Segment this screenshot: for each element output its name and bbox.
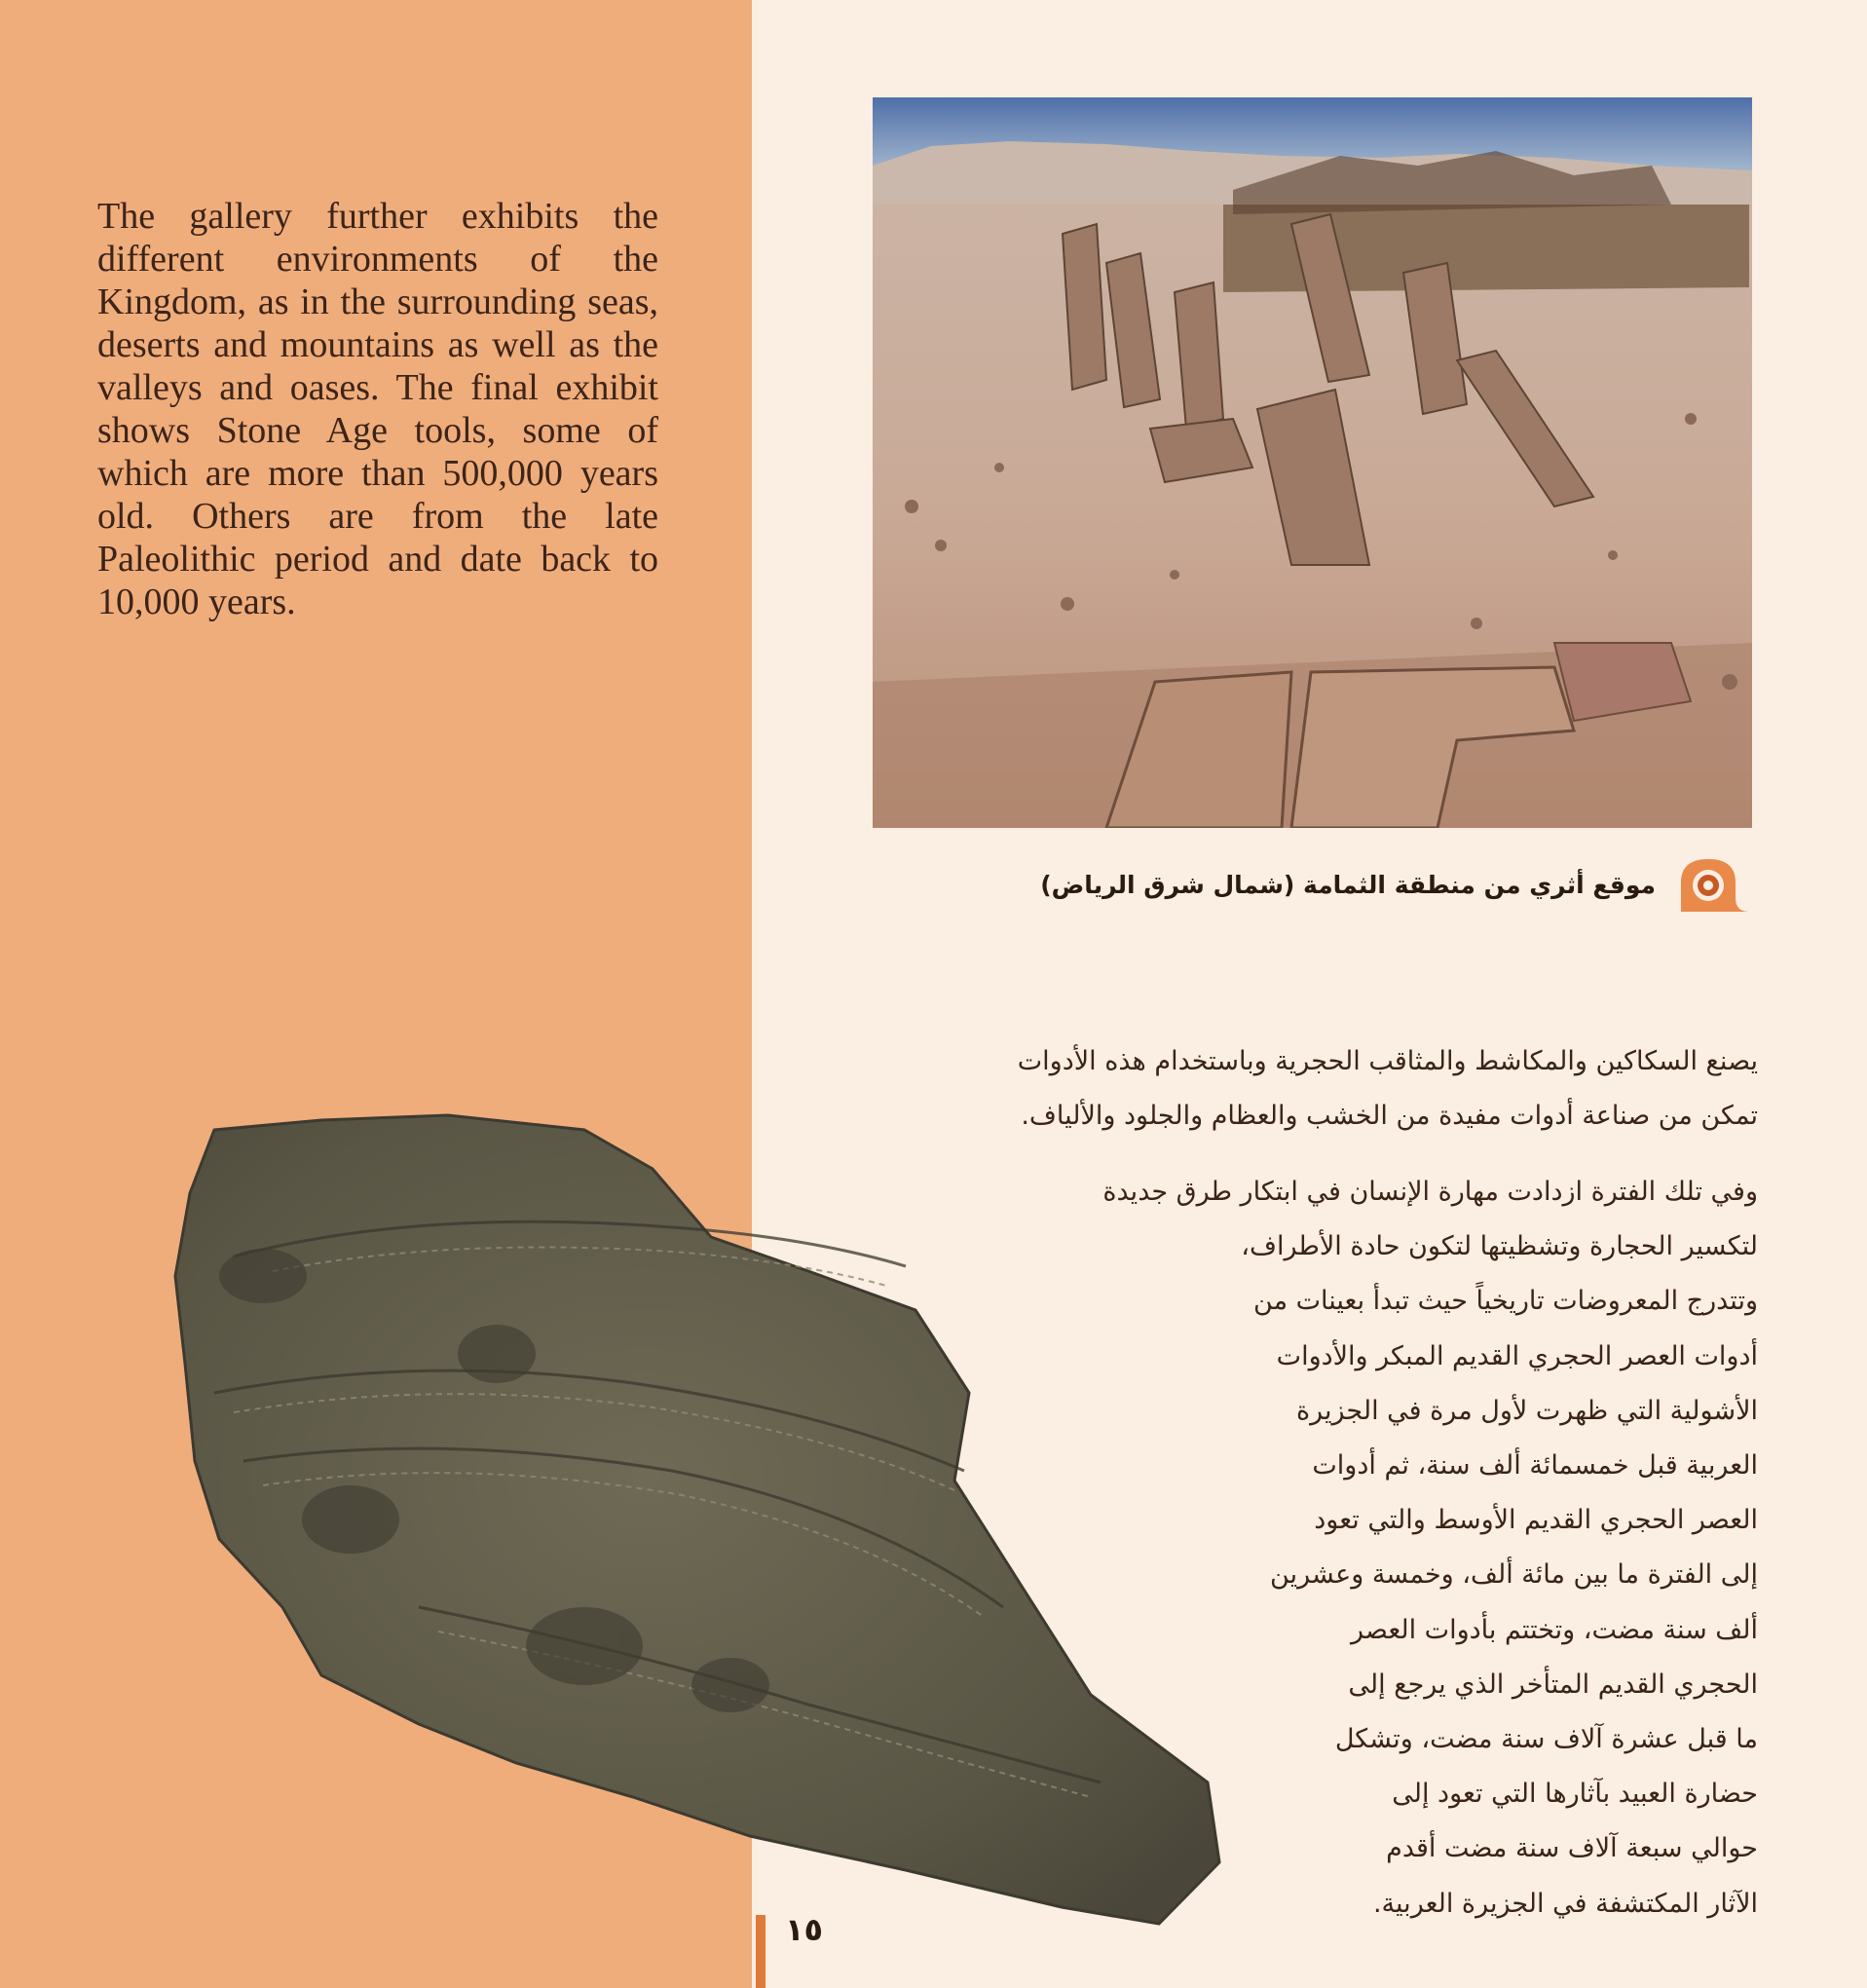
arabic-line: إلى الفترة ما بين مائة ألف، وخمسة وعشرين <box>1270 1559 1758 1591</box>
arabic-line: وفي تلك الفترة ازدادت مهارة الإنسان في ابتكار طرق جديدة <box>1102 1177 1758 1207</box>
page-number-accent-bar <box>756 1915 765 1988</box>
arabic-line: حوالي سبعة آلاف سنة مضت أقدم <box>1386 1833 1758 1864</box>
arabic-line: حضارة العبيد بآثارها التي تعود إلى <box>1392 1779 1758 1810</box>
arabic-line: الأشولية التي ظهرت لأول مرة في الجزيرة <box>1295 1395 1758 1426</box>
arabic-line: تمكن من صناعة أدوات مفيدة من الخشب والعظام والجلود والألياف. <box>1021 1101 1758 1131</box>
page-number: ١٥ <box>785 1911 824 1948</box>
arabic-line: الحجري القديم المتأخر الذي يرجع إلى <box>1348 1669 1758 1700</box>
arabic-line: لتكسير الحجارة وتشظيتها لتكون حادة الأطراف، <box>1241 1231 1758 1262</box>
arabic-line: العصر الحجري القديم الأوسط والتي تعود <box>1314 1505 1758 1536</box>
museum-emblem-icon <box>1675 855 1753 916</box>
arabic-line: الآثار المكتشفة في الجزيرة العربية. <box>1372 1888 1758 1919</box>
arabic-line: ألف سنة مضت، وتختتم بأدوات العصر <box>1351 1614 1758 1645</box>
arabic-line: أدوات العصر الحجري القديم المبكر والأدوات <box>1276 1340 1758 1371</box>
arabic-line: العربية قبل خمسمائة ألف سنة، ثم أدوات <box>1312 1450 1758 1482</box>
archaeological-site-photo <box>873 97 1752 828</box>
fish-fossil-image <box>127 1101 1227 1938</box>
arabic-line: وتتدرج المعروضات تاريخياً حيث تبدأ بعينات من <box>1253 1286 1758 1317</box>
english-paragraph: The gallery further exhibits the different environments of the Kingdom, as in the surrounding seas, deserts and mountains as well as the valleys and oases. The final exhibit shows Stone Age tools, some of which are more than 500,000 years old. Others are from the late Paleolithic period and date back to 10,000 years. <box>97 196 658 622</box>
arabic-line: ما قبل عشرة آلاف سنة مضت، وتشكل <box>1334 1724 1758 1755</box>
photo-caption: موقع أثري من منطقة الثمامة (شمال شرق الرياض) <box>1040 871 1656 899</box>
arabic-line: يصنع السكاكين والمكاشط والمثاقب الحجرية وباستخدام هذه الأدوات <box>1017 1046 1758 1076</box>
